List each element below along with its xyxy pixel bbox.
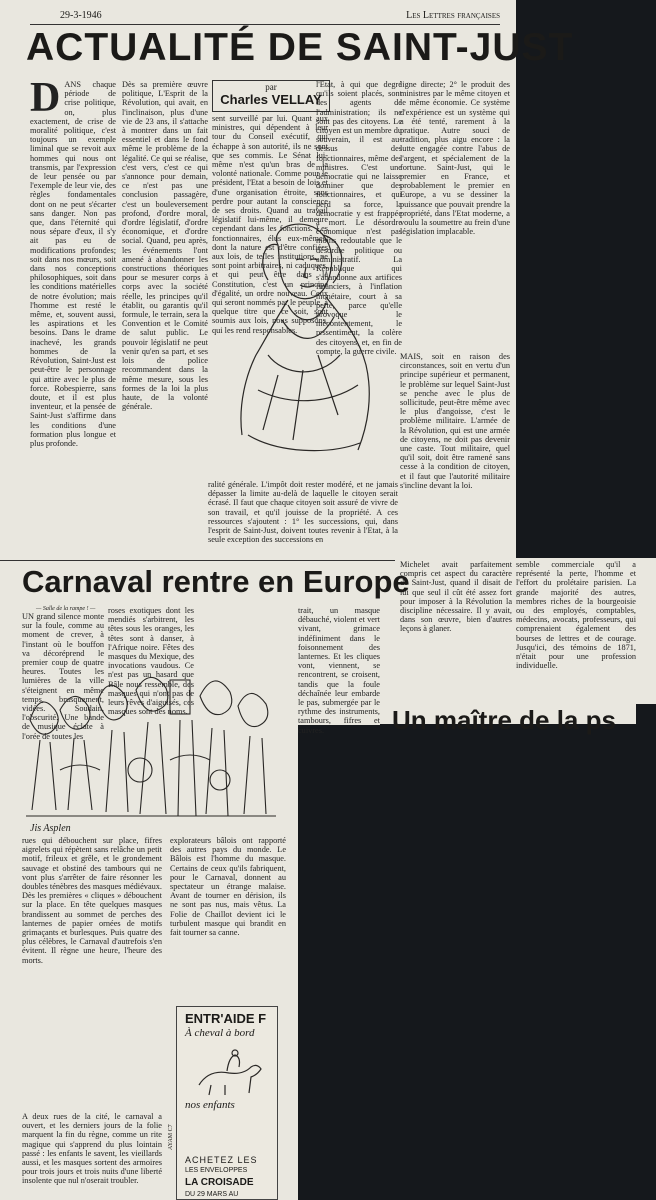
article1-col7-text: ralité générale. L'impôt doit rester modéré, et ne jamais dépasser la limite au-delà de laquelle le citoyen serait écrasé. Il faut que chaque citoyen soit assuré de vivre de son travail, et qu'il jouisse de la propriété. A ces ressources s'ajoutent : 1° les successions, qui, dans l'esprit de Saint-Just, doivent toutes revenir à l'Etat, à la seule exception des successions en bbox=[208, 480, 398, 545]
article1-col9-text: Michelet avait parfaitement compris cet aspect du caractère de Saint-Just, quand il disait de lui que seul il cût été assez fort pour imposer à la Révolution la discipline nécessaire. Il y avait, dans son œuvre, bien d'autres leçons à glaner. bbox=[400, 560, 512, 634]
article1-col5-text: ligne directe; 2° le produit des ministres par le même citoyen et le même économie. Ce système d'expérience est un système qui a été tenté, rarement à la pratique. Autre souci de tradition, plus aigu encore : la lutte engagée contre l'abus de l'argent, et spécialement de la fortune. Saint-Just, qui le premier en France, et probablement le premier en Europe, a vu se dessiner la puissance que pouvait prendre la propriété, dans l'Etat moderne, a voulu la soumettre au frein d'une législation implacable. bbox=[400, 80, 510, 237]
article2-col4-text: rues qui débouchent sur place, fifres aigrelets qui répètent sans relâche un petit motif, frileux et grêle, et le grondement sauvage et obstiné des tambours qui ne vont plus s'arrêter de faire résonner les doubles ténèbres des masques médiévaux. Dès les premières « cliques » débouchent sur la place. En tête quelques masques brandissent au sommet de perches des lanternes de papier ornées de motifs grimaçants et burlesques. Puis quatre des plus célèbres, le Carnaval d'autrefois s'en évitent. Il règne une heure, l'heure des morts. bbox=[22, 836, 162, 965]
ad-envelopes: LES ENVELOPPES bbox=[185, 1167, 248, 1174]
article2-column-4 bbox=[22, 836, 162, 1106]
saint-just-portrait-illustration bbox=[208, 205, 388, 470]
dropcap: D bbox=[30, 75, 61, 121]
article2-column-1 bbox=[22, 612, 104, 741]
entraide-advertisement bbox=[176, 1006, 278, 1200]
article1-column-2 bbox=[122, 80, 208, 558]
article2-col2-text: roses exotiques dont les mendiés s'arbitrent, les têtes sous les oranges, les têtes sont à danser, à l'Afrique noire. Fêtes des masques du Mexique, des invocations vaudous. Ce n'est pas un hasard que Bâle nous ressemble, des masques qui n'ont pas de leurs rêves d'aiguisés, ces masques sont des noms. bbox=[108, 606, 194, 717]
article2-col6-text: explorateurs bâlois ont rapporté des autres pays du monde. Le Bâlois est l'homme du masque. Certains de ceux qu'ils fabriquent, pour le Carnaval, donnent au spectateur un étrange malaise. Avant de tourner en dérision, ils ne sont pas nus, mais vêtus. La Folie de Chaillot devient ici le turbulent masque qui brandit en fait tourner sa canne. bbox=[170, 836, 286, 938]
article1-col3-text: sent surveillé par lui. Quant aux ministres, qui dépendent à leur tour du Conseil exécutif, qui échappe à son autorité, ils ne sont que ses commis. Le Sénat lui-même n'est qu'un bras de la volonté nationale. Comme pour le président, l'Etat a besoin de lois et d'une organisation étroite, sans perdre pour autant la conscience de ses droits. Quand au travail législatif lui-même, il demeure cependant dans les fonctions. Les fonctionnaires, élus eux-mêmes, dont la nature est d'être confiées aux lois, de telles institutions, ne sont point arbitraires, ni caduques, et qui peut être dans la Constitution, c'est un principe d'égalité, un ordre nouveau. Ceux qui seront nommés par le peuple, à quelque titre que ce soit, sont soumis aux lois, nous supposons, qui les rend responsables. bbox=[212, 114, 328, 335]
article1-col8-text: semble commerciale qu'il a représenté la perte, l'homme et l'effort du prolétaire parisien. La grande majorité des autres, membres riches de la bourgeoisie ou des employés, comptables, médecins, avocats, professeurs, qui comprenaient également des bourses de lettres et de courage. Jusqu'ici, des témoins de 1871, n'était pour une profession individuelle. bbox=[516, 560, 636, 671]
article1-col2-text: Dès sa première œuvre politique, L'Esprit de la Révolution, qui avait, en l'inclinaison, plus d'une vie de 23 ans, il s'attache à montrer dans un fait essentiel et dans le fond même le problème de la légalité. Ce qui se réalise, c'est vers, c'est ce qui s'annonce pour demain, ce n'est pas une conclusion passagère, c'est un bouleversement profond, d'ordre moral, d'ordre législatif, d'ordre économique, et d'ordre social. Quand, peu après, les événements l'ont amené à abandonner les constructions théoriques pour se mesurer corps à corps avec la société réelle, les principes qu'il établit, ou garantis qu'il formule, le terrain, sera la Convention et le Comité de salut public. Le pouvoir législatif ne peut venir qu'en sa part, et ses lois de police recommandent dans la même mesure, sous les formes de la loi la plus haute, de la volonté générale. bbox=[122, 80, 208, 412]
article2-col1-text: UN grand silence monte sur la foule, comme au moment de crever, à l'instant où le bouffon va décoréprend le premier coup de quatre heures. Toutes les lumières de la ville s'éteignent en même temps, brusquement, vidées. Soudain, l'obscurité. Une bande de musique éclate à l'orée de toutes les bbox=[22, 612, 104, 741]
article2-column-2 bbox=[108, 606, 194, 717]
section-divider bbox=[0, 560, 395, 561]
article2-col5-text: A deux rues de la cité, le carnaval a ouvert, et les derniers jours de la folie marquent la fin du règne, comme un rite magique qui s'apprend du plus lointain passé : les enfants le savent, les vieillards aussi, et les masques sortent des armoires pour trois jours et trois nuits d'une liberté insolente que nul n'oserait troubler. bbox=[22, 1112, 162, 1186]
ad-croisade: LA CROISADE bbox=[185, 1177, 254, 1188]
illustrator-signature: Jis Asplen bbox=[30, 823, 71, 834]
article1-col6-text: MAIS, soit en raison des circonstances, soit en vertu d'un principe supérieur et permanent, le problème sur lequel Saint-Just se penche avec le plus de sollicitude, peut-être même avec le plus d'angoisse, c'est le problème militaire. L'armée de la Révolution, qui est une armée de citoyens, ne doit pas devenir une caste. Tout militaire, quel qu'il soit, doit être ramené sans cesse à la condition de citoyen, et il faut que l'autorité militaire s'incline devant la loi. bbox=[400, 352, 510, 490]
article1-column-6 bbox=[400, 352, 510, 552]
illustration-caption: — Salle de la rampe ! — bbox=[36, 606, 96, 612]
article1-column-5 bbox=[400, 80, 510, 342]
article-title-saint-just: ACTUALITÉ DE SAINT-JUST bbox=[26, 26, 574, 69]
article1-column-9 bbox=[400, 560, 512, 696]
magazine-name: Les Lettres françaises bbox=[406, 10, 500, 21]
article-title-maitre: Un maître de la ps bbox=[392, 705, 616, 735]
article2-column-5 bbox=[22, 1112, 162, 1198]
article2-column-6 bbox=[170, 836, 286, 1000]
article1-col1-text: ANS chaque période de crise politique, on, plus exactement, de crise de moralité politique, c'est toujours un exemple liminal que se revoit aux hommes qui nous ont transmis, par l'expression de leur pensée ou par l'exemple de leur vie, des règles fondamentales dont on ne peut s'écarter sans danger. Non pas que, dans l'éternité qui nous sépare d'eux, il s'y ait pas eu de modifications profondes; soit dans nos mœurs, soit dans nos conceptions philosophiques, soit dans les conditions matérielles de notre évolution; mais l'homme est resté le même, et, souvent aussi, les aspirations et les besoins. Dans le drame inachevé, les grands hommes de la Révolution, Saint-Just est peut-être le personnage qui attire avec le plus de force. Robespierre, sans doute, et il est plus inventeur, et la pensée de Saint-Just s'affirme dans les conditions d'une formation plus longue et plus profonde. bbox=[30, 80, 116, 448]
article1-col4-text: l'Etat, à qui que degré qu'ils soient placés, sont des agents de l'administration; ils ne sont pas des citoyens. Le citoyen est un membre du souverain, il est au-dessus des fonctionnaires, même des ministres. C'est une démocratie qui ne laisse dominer que des fonctionnaires, et qui perd sa force, la démocratie y est frappée à mort. Le désordre économique n'est pas moins redoutable que le désordre politique ou administratif. La République qui s'abandonne aux artifices financiers, à l'inflation monétaire, court à sa perte, parce qu'elle provoque le mécontentement, le ressentiment, la colère des citoyens, et, en fin de compte, la guerre civile. bbox=[316, 80, 402, 356]
article1-column-1 bbox=[30, 75, 116, 558]
article1-column-7 bbox=[208, 480, 398, 556]
issue-date: 29-3-1946 bbox=[60, 10, 102, 21]
ad-headline: ENTR'AIDE F bbox=[185, 1011, 267, 1026]
ad-side-code: AYAM C7 bbox=[168, 1124, 174, 1150]
ad-achetez: ACHETEZ LES bbox=[185, 1155, 258, 1165]
article1-column-4 bbox=[316, 80, 402, 356]
article1-column-3-top bbox=[212, 114, 328, 335]
page-header bbox=[30, 10, 500, 25]
ad-horse-rider-illustration bbox=[191, 1047, 271, 1097]
byline-box bbox=[212, 80, 330, 112]
article2-column-3 bbox=[298, 606, 380, 735]
article-title-carnaval: Carnaval rentre en Europe bbox=[22, 564, 410, 599]
article1-column-8 bbox=[516, 560, 636, 700]
byline-par: par bbox=[265, 82, 277, 92]
byline-author: Charles VELLAY bbox=[220, 92, 322, 107]
carnival-parade-illustration bbox=[20, 660, 282, 832]
ad-script-line-1: À cheval à bord bbox=[185, 1027, 255, 1039]
article2-col3-text: trait, un masque débauché, violent et vert vivant, grimace indéfiniment dans le foisonnement des lanternes. Et les cliques vont, viennent, se rencontrent, se croisent, tandis que la foule déchaînée leur embarde le pas, submergée par le rythme des instruments, tambours, fifres et cuivres. bbox=[298, 606, 380, 735]
ad-dates: DU 29 MARS AU bbox=[185, 1191, 239, 1198]
ad-script-line-2: nos enfants bbox=[185, 1099, 235, 1111]
